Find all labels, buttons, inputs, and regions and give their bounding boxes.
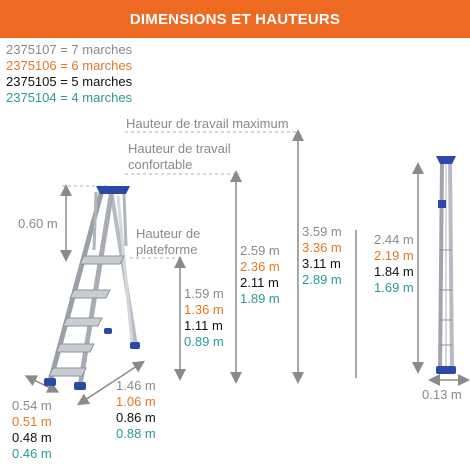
folded-ladder — [436, 156, 456, 374]
legend-item-5-steps: 2375105 = 5 marches — [6, 74, 133, 89]
label-platform-line2: plateforme — [136, 242, 198, 257]
page-title: DIMENSIONS ET HAUTEURS — [129, 10, 341, 28]
comfort-height-values: 2.59 m 2.36 m 2.11 m 1.89 m — [240, 243, 280, 306]
legend-item-6-steps: 2375106 = 6 marches — [6, 58, 133, 73]
base-width-values: 0.54 m 0.51 m 0.48 m 0.46 m — [12, 398, 52, 461]
platform-height-values: 1.59 m 1.36 m 1.11 m 0.89 m — [184, 286, 224, 349]
open-ladder — [44, 186, 140, 390]
folded-height-values: 2.44 m 2.19 m 1.84 m 1.69 m — [374, 232, 414, 295]
legend-item-7-steps: 2375107 = 7 marches — [6, 42, 133, 57]
label-top-guard: 0.60 m — [18, 216, 58, 231]
legend-item-4-steps: 2375104 = 4 marches — [6, 90, 133, 105]
label-working-comfort-line1: Hauteur de travail — [128, 141, 231, 156]
base-depth-values: 1.46 m 1.06 m 0.86 m 0.88 m — [116, 378, 156, 441]
label-working-max: Hauteur de travail maximum — [126, 116, 289, 131]
max-height-values: 3.59 m 3.36 m 3.11 m 2.89 m — [302, 224, 342, 287]
label-folded-depth: 0.13 m — [422, 387, 462, 402]
label-working-comfort-line2: confortable — [128, 157, 193, 172]
label-platform-line1: Hauteur de — [136, 226, 201, 241]
